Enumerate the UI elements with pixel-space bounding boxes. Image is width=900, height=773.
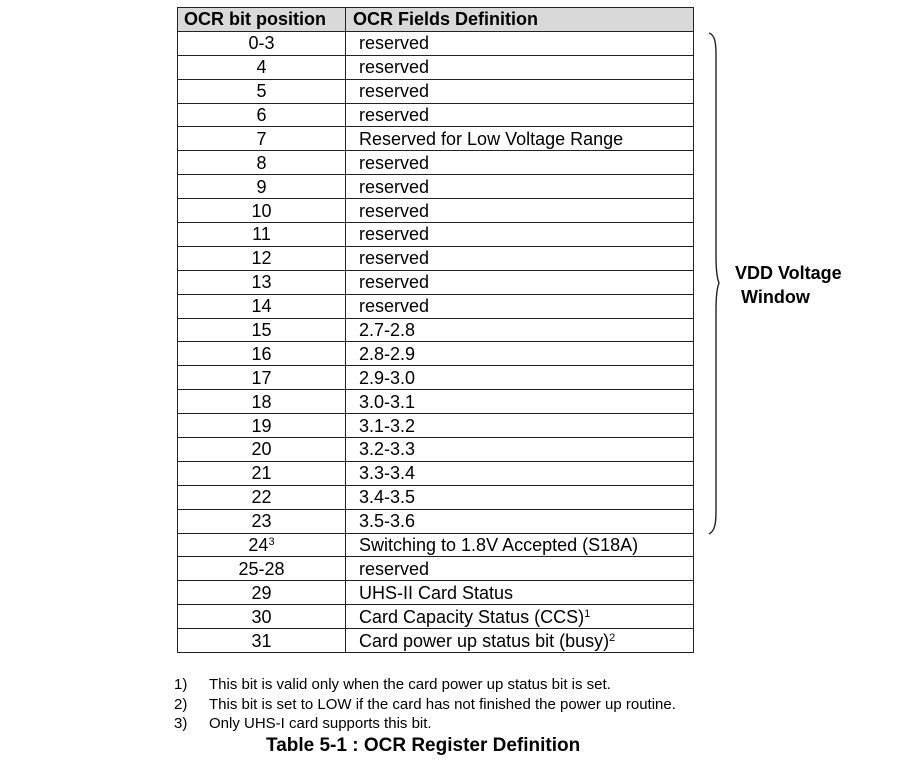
bit-position-cell [178, 270, 346, 294]
footnote-item [174, 675, 676, 695]
bit-position-value: 30 [251, 606, 272, 627]
footnote-item [174, 714, 676, 734]
field-definition-cell [346, 629, 694, 653]
bit-position-cell [178, 294, 346, 318]
vdd-window-brace [700, 31, 724, 537]
table-row [178, 55, 694, 79]
field-definition-text: reserved [359, 33, 430, 54]
bit-position-cell [178, 342, 346, 366]
footnotes [174, 675, 676, 734]
field-definition-cell [346, 557, 694, 581]
footnote-marker: 3 [268, 536, 275, 549]
footnote-marker: 2 [609, 631, 616, 644]
field-definition-text: UHS-II Card Status [359, 582, 514, 603]
footnote-text: This bit is set to LOW if the card has not finished the power up routine. [209, 695, 676, 713]
field-definition-cell [346, 270, 694, 294]
field-definition-cell [346, 31, 694, 55]
table-row [178, 438, 694, 462]
table-body [178, 31, 694, 652]
field-definition-cell [346, 175, 694, 199]
bit-position-value: 7 [256, 128, 267, 149]
bit-position-value: 14 [251, 296, 272, 317]
field-definition-cell [346, 55, 694, 79]
vdd-label-line-1: VDD Voltage [735, 263, 842, 283]
bit-position-cell [178, 581, 346, 605]
field-definition-cell [346, 342, 694, 366]
field-definition-text: reserved [359, 296, 430, 317]
bit-position-value: 16 [251, 343, 272, 364]
table-row [178, 390, 694, 414]
table-row [178, 581, 694, 605]
bit-position-value: 31 [251, 630, 272, 651]
field-definition-text: reserved [359, 176, 430, 197]
footnote-number: 1) [174, 676, 188, 693]
bit-position-value: 4 [256, 57, 267, 78]
bit-position-value: 19 [251, 415, 272, 436]
field-definition-text: reserved [359, 248, 430, 269]
field-definition-text: Card Capacity Status (CCS) [359, 606, 585, 627]
bit-position-value: 15 [251, 320, 272, 341]
table-row [178, 629, 694, 653]
field-definition-cell [346, 438, 694, 462]
bit-position-value: 29 [251, 582, 272, 603]
table-row [178, 605, 694, 629]
field-definition-text: Reserved for Low Voltage Range [359, 128, 624, 149]
table-row [178, 414, 694, 438]
field-definition-text: 3.3-3.4 [359, 463, 416, 484]
column-header-bit-position: OCR bit position [178, 8, 346, 32]
bit-position-cell [178, 438, 346, 462]
field-definition-cell [346, 223, 694, 247]
table-header-row [178, 8, 694, 32]
field-definition-text: reserved [359, 224, 430, 245]
field-definition-cell [346, 461, 694, 485]
field-definition-text: reserved [359, 200, 430, 221]
field-definition-text: 2.9-3.0 [359, 367, 416, 388]
field-definition-cell [346, 414, 694, 438]
table-row [178, 557, 694, 581]
bit-position-cell [178, 246, 346, 270]
field-definition-text: 2.8-2.9 [359, 343, 416, 364]
bit-position-cell [178, 151, 346, 175]
bit-position-cell [178, 509, 346, 533]
table-row [178, 485, 694, 509]
bit-position-cell [178, 605, 346, 629]
column-header-fields-definition: OCR Fields Definition [346, 8, 694, 32]
bit-position-cell [178, 175, 346, 199]
table-row [178, 294, 694, 318]
table-row [178, 151, 694, 175]
ocr-register-table [177, 7, 694, 653]
vdd-label-line-2: Window [741, 287, 810, 307]
bit-position-cell [178, 390, 346, 414]
bit-position-cell [178, 414, 346, 438]
field-definition-cell [346, 509, 694, 533]
bit-position-value: 9 [256, 176, 267, 197]
field-definition-cell [346, 581, 694, 605]
field-definition-cell [346, 199, 694, 223]
bit-position-value: 10 [251, 200, 272, 221]
table-row [178, 509, 694, 533]
bit-position-value: 8 [256, 152, 267, 173]
table-row [178, 127, 694, 151]
bit-position-value: 12 [251, 248, 272, 269]
table-row [178, 31, 694, 55]
field-definition-text: 3.2-3.3 [359, 439, 416, 460]
table-row [178, 103, 694, 127]
field-definition-cell [346, 605, 694, 629]
bit-position-cell [178, 533, 346, 557]
bit-position-value: 22 [251, 487, 272, 508]
field-definition-text: 3.0-3.1 [359, 391, 416, 412]
field-definition-text: reserved [359, 57, 430, 78]
footnote-text: This bit is valid only when the card power up status bit is set. [209, 676, 611, 693]
bit-position-value: 21 [251, 463, 272, 484]
vdd-voltage-window-label [735, 261, 842, 309]
bit-position-value: 13 [251, 272, 272, 293]
field-definition-text: 3.1-3.2 [359, 415, 416, 436]
bit-position-value: 6 [256, 105, 267, 125]
bit-position-cell [178, 318, 346, 342]
bit-position-cell [178, 127, 346, 151]
bit-position-cell [178, 31, 346, 55]
bit-position-cell [178, 103, 346, 127]
field-definition-cell [346, 127, 694, 151]
field-definition-cell [346, 318, 694, 342]
field-definition-cell [346, 390, 694, 414]
bit-position-value: 23 [251, 511, 272, 532]
bit-position-cell [178, 461, 346, 485]
field-definition-text: Card power up status bit (busy) [359, 630, 610, 651]
table-row [178, 533, 694, 557]
field-definition-text: reserved [359, 81, 430, 102]
table-caption: Table 5-1 : OCR Register Definition [266, 735, 581, 756]
table-row [178, 366, 694, 390]
bit-position-value: 5 [256, 81, 267, 102]
field-definition-cell [346, 485, 694, 509]
table-row [178, 175, 694, 199]
table-row [178, 79, 694, 103]
bit-position-cell [178, 55, 346, 79]
field-definition-text: 3.5-3.6 [359, 511, 416, 532]
bit-position-value: 24 [248, 535, 269, 556]
bit-position-cell [178, 557, 346, 581]
field-definition-text: 3.4-3.5 [359, 487, 416, 508]
field-definition-text: reserved [359, 272, 430, 293]
bit-position-value: 20 [251, 439, 272, 460]
bit-position-cell [178, 79, 346, 103]
table-row [178, 342, 694, 366]
bit-position-value: 0-3 [248, 33, 275, 54]
bit-position-value: 25-28 [238, 558, 285, 579]
field-definition-text: reserved [359, 105, 430, 125]
table-row [178, 461, 694, 485]
table-row [178, 223, 694, 247]
field-definition-cell [346, 246, 694, 270]
footnote-item [174, 695, 676, 715]
footnote-text: Only UHS-I card supports this bit. [209, 715, 432, 732]
footnote-number: 2) [174, 695, 188, 713]
field-definition-text: reserved [359, 152, 430, 173]
bit-position-cell [178, 366, 346, 390]
bit-position-value: 17 [251, 367, 272, 388]
field-definition-cell [346, 151, 694, 175]
bit-position-cell [178, 629, 346, 653]
table-row [178, 246, 694, 270]
field-definition-cell [346, 366, 694, 390]
table-row [178, 199, 694, 223]
bit-position-value: 11 [252, 224, 271, 245]
bit-position-cell [178, 485, 346, 509]
field-definition-text: Switching to 1.8V Accepted (S18A) [359, 535, 639, 556]
field-definition-cell [346, 103, 694, 127]
field-definition-cell [346, 533, 694, 557]
bit-position-value: 18 [251, 391, 272, 412]
field-definition-cell [346, 79, 694, 103]
bit-position-cell [178, 223, 346, 247]
footnote-number: 3) [174, 715, 188, 732]
field-definition-text: 2.7-2.8 [359, 320, 416, 341]
table-row [178, 270, 694, 294]
field-definition-text: reserved [359, 558, 430, 579]
footnote-marker: 1 [584, 607, 591, 620]
table-row [178, 318, 694, 342]
bit-position-cell [178, 199, 346, 223]
field-definition-cell [346, 294, 694, 318]
